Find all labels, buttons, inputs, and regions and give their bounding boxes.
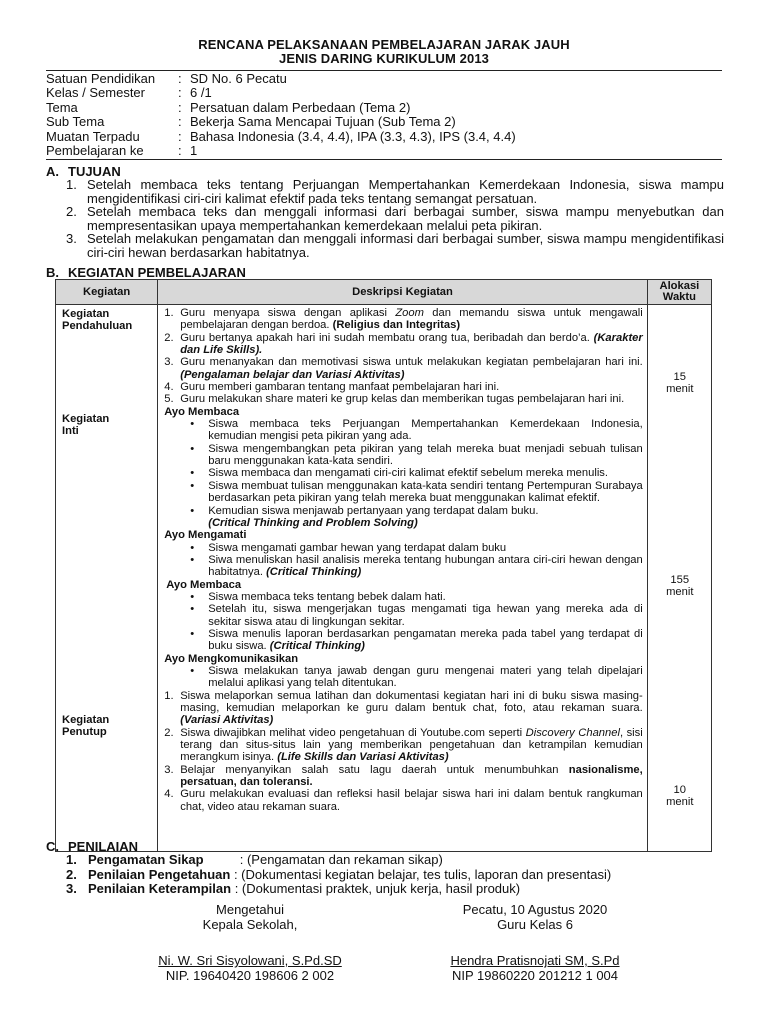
table-row bbox=[56, 305, 712, 852]
signature-right-header: Pecatu, 10 Agustus 2020 Guru Kelas 6 bbox=[462, 902, 608, 932]
list-item: • Siswa menulis laporan berdasarkan pengamatan mereka pada tabel yang terdapat di buku siswa. (Critical Thinking) bbox=[190, 627, 643, 653]
list-item: 2. Siswa diwajibkan melihat video pengetahuan di Youtube.com seperti Discovery Channel, sisi terang dan situs-situs lain yang memberikan pengetahuan dan ketrampilan kemudian merangkum isinya. (Life Skills dan Variasi Aktivitas) bbox=[164, 726, 643, 764]
list-item: 2. Guru bertanya apakah hari ini sudah membatu orang tua, beribadah dan berdo’a. (Karakter dan Life Skills). bbox=[164, 331, 643, 357]
section-heading-tujuan: A. TUJUAN bbox=[46, 164, 121, 179]
subheading-ayo-mengamati: Ayo Mengamati bbox=[164, 529, 247, 542]
table-header-row bbox=[56, 280, 712, 305]
info-rule bbox=[46, 159, 722, 160]
alokasi-column bbox=[647, 305, 711, 852]
list-item: 3. Setelah melakukan pengamatan dan menggali informasi dari berbagai sumber, siswa mampu mengidentifikasi ciri-ciri hewan berdasarkan habitatnya. bbox=[66, 231, 724, 260]
col-deskripsi-header: Deskripsi Kegiatan bbox=[158, 280, 648, 305]
info-row: Muatan Terpadu : Bahasa Indonesia (3.4, 4.4), IPA (3.3, 4.3), IPS (3.4, 4.4) bbox=[46, 128, 516, 144]
waktu-inti: 155 menit bbox=[666, 574, 694, 598]
list-item: 3. Guru menanyakan dan memotivasi siswa untuk melakukan kegiatan pembelajaran hari ini. (Pengalaman belajar dan Variasi Aktivitas) bbox=[164, 356, 643, 381]
label-penutup: Kegiatan Penutup bbox=[62, 714, 110, 738]
doc-title-line2: JENIS DARING KURIKULUM 2013 bbox=[278, 51, 489, 66]
kegiatan-column bbox=[56, 305, 158, 852]
info-row: Sub Tema : Bekerja Sama Mencapai Tujuan (Sub Tema 2) bbox=[46, 114, 456, 130]
list-item: • Siswa membaca teks tentang bebek dalam hati. bbox=[190, 590, 446, 603]
label-inti: Kegiatan Inti bbox=[62, 413, 110, 437]
signature-right-name: Hendra Pratisnojati SM, S.Pd NIP 19860220 201212 1 004 bbox=[450, 953, 620, 983]
signature-left-header: Mengetahui Kepala Sekolah, bbox=[202, 902, 298, 932]
list-item: • Siwa menuliskan hasil analisis mereka tentang hubungan antara ciri-ciri hewan dengan habitatnya. (Critical Thinking) bbox=[190, 553, 643, 579]
list-item: • Siswa mengembangkan peta pikiran yang telah mereka buat menjadi sebuah tulisan baru menggunakan kata-kata sendiri. bbox=[190, 442, 643, 468]
list-item: • Siswa mengamati gambar hewan yang terdapat dalam buku bbox=[190, 541, 507, 554]
waktu-pendahuluan: 15 menit bbox=[666, 371, 694, 395]
list-item: 5. Guru melakukan share materi ke grup kelas dan memberikan tugas pembelajaran hari ini. bbox=[164, 393, 625, 406]
tujuan-list bbox=[66, 178, 724, 260]
col-kegiatan-header: Kegiatan bbox=[56, 280, 158, 305]
list-item: • Kemudian siswa menjawab pertanyaan yang terdapat dalam buku. (Critical Thinking and Problem Solving) bbox=[190, 504, 539, 529]
list-item: 1. Siswa melaporkan semua latihan dan dokumentasi kegiatan hari ini di buku siswa masing-masing, kemudian melaporkan ke guru dalam bentuk chat, foto, atau rekaman suara. (Variasi Aktivitas) bbox=[164, 689, 643, 727]
info-row: Pembelajaran ke : 1 bbox=[46, 143, 198, 159]
list-item: • Siswa membuat tulisan menggunakan kata-kata sendiri tentang Pertempuran Surabaya berdasarkan peta pikiran yang telah mereka buat menggunakan kalimat efektif. bbox=[190, 479, 643, 505]
waktu-penutup: 10 menit bbox=[666, 784, 694, 808]
list-item: 2. Penilaian Pengetahuan : (Dokumentasi kegiatan belajar, tes tulis, laporan dan presentasi) bbox=[66, 866, 612, 882]
list-item: 1. Pengamatan Sikap : (Pengamatan dan rekaman sikap) bbox=[66, 852, 443, 867]
list-item: • Setelah itu, siswa mengerjakan tugas mengamati tiga hewan yang mereka ada di sekitar siswa atau di lingkungan sekitar. bbox=[190, 603, 643, 628]
list-item: 2. Setelah membaca teks dan menggali informasi dari berbagai sumber, siswa mampu menyebutkan dan mempresentasikan upaya mempertahankan kemerdekaan melalui peta pikiran. bbox=[66, 204, 724, 233]
list-item: 4. Guru melakukan evaluasi dan refleksi hasil belajar siswa hari ini dalam bentuk rangkuman chat, video atau rekaman suara. bbox=[164, 788, 643, 813]
label-pendahuluan: Kegiatan Pendahuluan bbox=[62, 308, 133, 332]
info-row: Tema : Persatuan dalam Perbedaan (Tema 2) bbox=[46, 99, 411, 115]
list-item: 1. Setelah membaca teks tentang Perjuangan Mempertahankan Kemerdekaan Indonesia, siswa mampu mengidentifikasi ciri-ciri kalimat efektif pada teks tentang semangat persatuan. bbox=[66, 177, 724, 206]
list-item: 3. Penilaian Keterampilan : (Dokumentasi praktek, unjuk kerja, hasil produk) bbox=[66, 881, 521, 896]
list-item: • Siswa melakukan tanya jawab dengan guru mengenai materi yang telah dipelajari melalui aplikasi yang telah ditentukan. bbox=[190, 664, 643, 690]
list-item: 3. Belajar menyanyikan salah satu lagu daerah untuk menumbuhkan nasionalisme, persatuan, dan toleransi. bbox=[164, 763, 643, 789]
doc-title-line1: RENCANA PELAKSANAAN PEMBELAJARAN JARAK JAUH bbox=[198, 37, 570, 52]
subheading-ayo-membaca: Ayo Membaca bbox=[164, 405, 240, 418]
penilaian-list bbox=[66, 853, 611, 897]
list-item: • Siswa membaca teks Perjuangan Mempertahankan Kemerdekaan Indonesia, kemudian mengisi peta pikiran yang ada. bbox=[190, 418, 643, 443]
list-item: 1. Guru menyapa siswa dengan aplikasi Zoom dan memandu siswa untuk mengawali pembelajaran dengan berdoa. (Religius dan Integritas) bbox=[164, 307, 643, 332]
signature-left-name: Ni. W. Sri Sisyolowani, S.Pd.SD NIP. 19640420 198606 2 002 bbox=[158, 953, 342, 983]
activity-table bbox=[55, 279, 712, 852]
deskripsi-column bbox=[158, 305, 648, 852]
info-row: Kelas / Semester : 6 /1 bbox=[46, 85, 212, 101]
section-heading-penilaian: C. PENILAIAN bbox=[46, 839, 139, 854]
subheading-ayo-mengkomunikasikan: Ayo Mengkomunikasikan bbox=[164, 652, 299, 665]
subheading-ayo-membaca-2: Ayo Membaca bbox=[166, 578, 242, 591]
info-row: Satuan Pendidikan : SD No. 6 Pecatu bbox=[46, 71, 287, 86]
list-item: • Siswa membaca dan mengamati ciri-ciri kalimat efektif sebelum mereka menulis. bbox=[190, 467, 609, 480]
section-heading-kegiatan: B. KEGIATAN PEMBELAJARAN bbox=[46, 265, 246, 280]
col-alokasi-header: Alokasi Waktu bbox=[647, 280, 711, 305]
list-item: 4. Guru memberi gambaran tentang manfaat pembelajaran hari ini. bbox=[164, 381, 500, 394]
identity-block bbox=[46, 72, 516, 158]
